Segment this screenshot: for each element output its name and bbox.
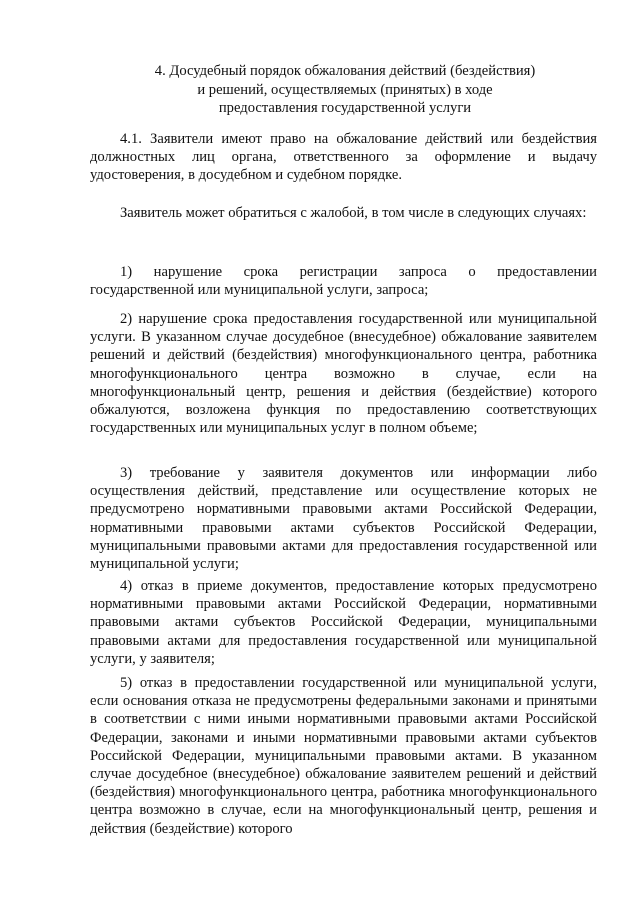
list-item-1: 1) нарушение срока регистрации запроса о предоставлении государственной или муниципальной услуги, запроса; — [90, 264, 597, 299]
list-item-2: 2) нарушение срока предоставления государственной или муниципальной услуги. В указанном случае досудебное (внесудебное) обжалование заявителем решений и действий (бездействия) многофункционального центра, работника многофункционального центра возможно в случае, если на многофункциональный центр, решения и действия (бездействие) которого обжалуются, возложена функция по предоставлению соответствующих государственных или муниципальных услуг в полном объеме; — [90, 311, 597, 437]
paragraph-4-1: 4.1. Заявители имеют право на обжалование действий или бездействия должностных лиц органа, ответственного за оформление и выдачу удостоверения, в досудебном и судебном порядке. — [90, 131, 597, 184]
list-item-3: 3) требование у заявителя документов или информации либо осуществления действий, представление или осуществление которых не предусмотрено нормативными правовыми актами Российской Федерации, нормативными правовыми актами субъектов Российской Федерации, муниципальными правовыми актами для предоставления государственной или муниципальной услуги; — [90, 465, 597, 573]
heading-line-1: 4. Досудебный порядок обжалования действий (бездействия) — [154, 63, 536, 79]
heading-line-2: и решений, осуществляемых (принятых) в ходе — [197, 81, 493, 98]
section-heading — [90, 62, 600, 118]
paragraph-complaint-intro: Заявитель может обратиться с жалобой, в том числе в следующих случаях: — [120, 205, 587, 221]
heading-line-3: предоставления государственной услуги — [218, 100, 472, 116]
list-item-5: 5) отказ в предоставлении государственной или муниципальной услуги, если основания отказа не предусмотрены федеральными законами и принятыми в соответствии с ними иными нормативными правовыми актами Российской Федерации, законами и иными нормативными правовыми актами субъектов Российской Федерации, муниципальными правовыми актами. В указанном случае досудебное (внесудебное) обжалование заявителем решений и действий (бездействия) многофункционального центра, работника многофункционального центра возможно в случае, если на многофункциональный центр, решения и действия (бездействие) которого — [90, 675, 597, 837]
list-item-4: 4) отказ в приеме документов, предоставление которых предусмотрено нормативными правовыми актами Российской Федерации, нормативными правовыми актами субъектов Российской Федерации, муниципальными правовыми актами для предоставления государственной или муниципальной услуги, у заявителя; — [90, 578, 597, 667]
